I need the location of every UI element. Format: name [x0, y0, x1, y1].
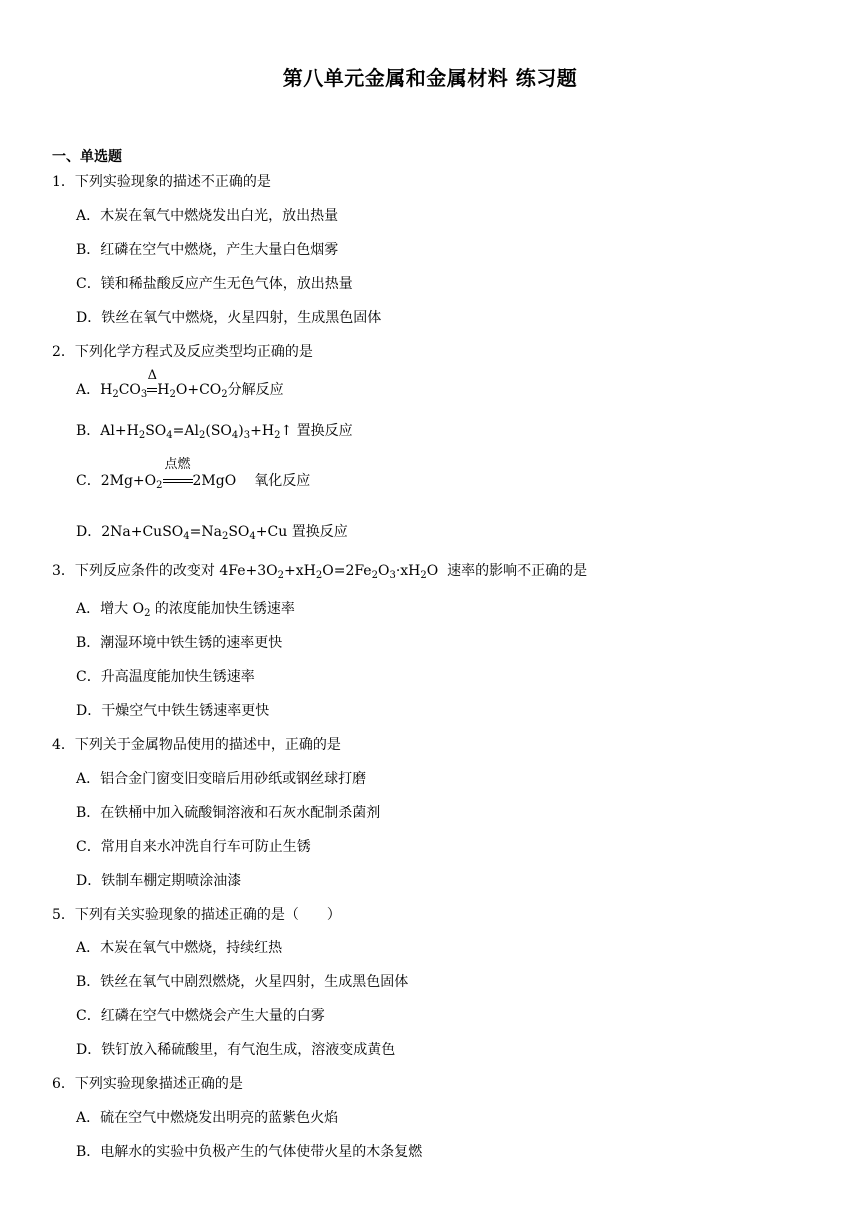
- question-4-option-b: B．在铁桶中加入硫酸铜溶液和石灰水配制杀菌剂: [76, 805, 381, 821]
- option-label: A．: [76, 382, 101, 398]
- question-6-option-a: A．硫在空气中燃烧发出明亮的蓝紫色火焰: [76, 1110, 339, 1126]
- question-4-option-c: C．常用自来水冲洗自行车可防止生锈: [76, 839, 311, 855]
- question-5-option-d: D．铁钉放入稀硫酸里，有气泡生成，溶液变成黄色: [76, 1042, 396, 1058]
- reaction-type: 分解反应: [227, 382, 284, 398]
- question-2-option-d: D．$2Na+CuSO_4=Na_2SO_4+Cu$ 置换反应: [76, 524, 348, 542]
- question-3-option-d: D．干燥空气中铁生锈速率更快: [76, 703, 270, 719]
- question-1-option-c: C．镁和稀盐酸反应产生无色气体，放出热量: [76, 276, 353, 292]
- ignite-condition: 点燃: [163, 471, 193, 491]
- question-5-stem: 5．下列有关实验现象的描述正确的是（ ）: [52, 907, 341, 923]
- question-2-option-c: C．$2Mg+O_2$ 点燃 2MgO 氧化反应: [76, 457, 311, 491]
- question-1-stem: 1．下列实验现象的描述不正确的是: [52, 174, 271, 190]
- heat-condition: Δ: [147, 380, 157, 400]
- question-4-stem: 4．下列关于金属物品使用的描述中，正确的是: [52, 737, 341, 753]
- question-3-option-c: C．升高温度能加快生锈速率: [76, 669, 255, 685]
- question-2-option-a: A．$H_2CO_3$ Δ $H_2O+CO_2$分解反应: [76, 368, 284, 400]
- question-4-option-a: A．铝合金门窗变旧变暗后用砂纸或钢丝球打磨: [76, 771, 367, 787]
- question-6-option-b: B．电解水的实验中负极产生的气体使带火星的木条复燃: [76, 1144, 423, 1160]
- question-1-option-a: A．木炭在氧气中燃烧发出白光，放出热量: [76, 208, 339, 224]
- question-3-option-b: B．潮湿环境中铁生锈的速率更快: [76, 635, 283, 651]
- question-3-option-a: A．增大 $O_2$ 的浓度能加快生锈速率: [76, 601, 295, 619]
- reaction-type: 氧化反应: [254, 473, 311, 489]
- question-5-option-c: C．红磷在空气中燃烧会产生大量的白雾: [76, 1008, 325, 1024]
- question-6-stem: 6．下列实验现象描述正确的是: [52, 1076, 243, 1092]
- question-1-option-d: D．铁丝在氧气中燃烧，火星四射，生成黑色固体: [76, 310, 382, 326]
- question-2-option-b: B．$Al+H_2SO_4=Al_2(SO_4)_3+H_2↑$ 置换反应: [76, 423, 353, 441]
- reaction-type: 置换反应: [291, 524, 348, 540]
- question-3-stem: 3．下列反应条件的改变对 $4Fe+3O_2+xH_2O=2Fe_2O_3\cdot xH_2O$ 速率的影响不正确的是: [52, 563, 588, 581]
- question-2-stem: 2．下列化学方程式及反应类型均正确的是: [52, 344, 313, 360]
- section-heading: 一、单选题: [52, 149, 122, 165]
- question-5-option-a: A．木炭在氧气中燃烧，持续红热: [76, 940, 283, 956]
- question-5-option-b: B．铁丝在氧气中剧烈燃烧，火星四射，生成黑色固体: [76, 974, 409, 990]
- question-4-option-d: D．铁制车棚定期喷涂油漆: [76, 873, 242, 889]
- reaction-type: 置换反应: [296, 423, 353, 439]
- question-1-option-b: B．红磷在空气中燃烧，产生大量白色烟雾: [76, 242, 339, 258]
- page-title: 第八单元金属和金属材料 练习题: [282, 66, 578, 90]
